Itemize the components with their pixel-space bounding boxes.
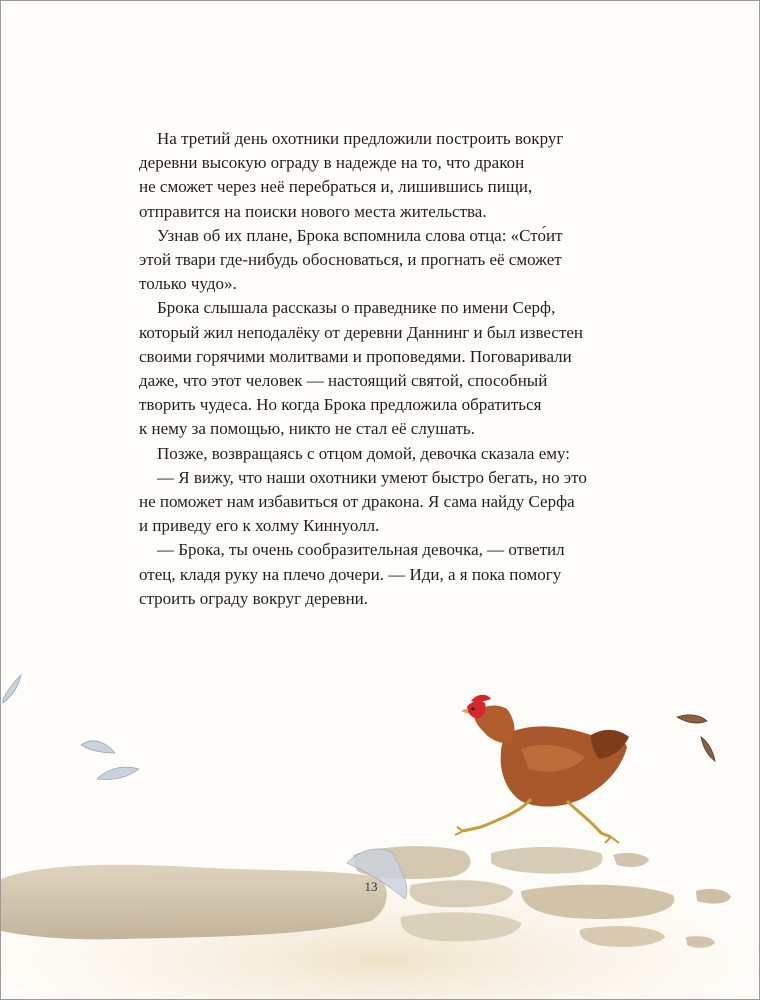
text-line: к нему за помощью, никто не стал её слушать. bbox=[139, 419, 475, 439]
paragraph-6 bbox=[139, 538, 609, 611]
stone bbox=[491, 847, 603, 874]
text-line: — Я вижу, что наши охотники умеют быстро бегать, но это bbox=[157, 467, 587, 487]
text-line: не поможет нам избавиться от дракона. Я сама найду Серфа bbox=[139, 492, 575, 512]
paragraph-1 bbox=[139, 127, 609, 224]
text-line: творить чудеса. Но когда Брока предложила обратиться bbox=[139, 395, 542, 415]
text-line: отец, кладя руку на плечо дочери. — Иди, а я пока помогу bbox=[139, 564, 562, 584]
text-line: отправится на поиски нового места жительства. bbox=[139, 201, 487, 221]
feather-icon bbox=[701, 737, 715, 761]
text-line: строить ограду вокруг деревни. bbox=[139, 588, 369, 608]
text-line: своими горячими молитвами и проповедями. Поговаривали bbox=[139, 346, 572, 366]
hen-beak bbox=[461, 708, 468, 714]
text-line: этой твари где-нибудь обосноваться, и прогнать её сможет bbox=[139, 250, 562, 270]
text-line: не сможет через неё перебраться и, лишившись пищи, bbox=[139, 177, 533, 197]
text-line: — Брока, ты очень сообразительная девочка, — ответил bbox=[157, 540, 565, 560]
text-line: и приведу его к холму Киннуолл. bbox=[139, 516, 380, 536]
paragraph-3 bbox=[139, 296, 609, 441]
page-number: 13 bbox=[364, 879, 378, 894]
hen-leg bbox=[463, 799, 531, 831]
feather-icon bbox=[3, 675, 21, 703]
hen-feet bbox=[455, 827, 619, 843]
text-line: Брока слышала рассказы о праведнике по имени Серф, bbox=[157, 298, 556, 318]
hen-illustration bbox=[1, 641, 759, 999]
feather-icon bbox=[81, 741, 115, 753]
story-text bbox=[139, 127, 609, 611]
text-line: деревни высокую ограду в надежде на то, что дракон bbox=[139, 153, 525, 173]
paragraph-4 bbox=[139, 442, 609, 466]
hen-comb bbox=[471, 695, 491, 702]
text-line: только чудо». bbox=[139, 274, 237, 294]
text-line: который жил неподалёку от деревни Даннинг и был известен bbox=[139, 322, 584, 342]
feather-icon bbox=[677, 715, 707, 723]
text-line: даже, что этот человек — настоящий святой, способный bbox=[139, 371, 548, 391]
paragraph-2 bbox=[139, 224, 609, 297]
text-line: На третий день охотники предложили построить вокруг bbox=[157, 129, 564, 148]
feather-icon bbox=[97, 767, 139, 779]
stone bbox=[613, 853, 649, 867]
text-line: Узнав об их плане, Брока вспомнила слова отца: «Сто́ит bbox=[157, 225, 563, 245]
hen bbox=[455, 695, 629, 843]
paragraph-5 bbox=[139, 466, 609, 539]
hen-eye bbox=[471, 707, 474, 710]
text-line: Позже, возвращаясь с отцом домой, девочка сказала ему: bbox=[157, 443, 571, 463]
hen-leg bbox=[567, 801, 611, 837]
large-stone bbox=[1, 865, 387, 940]
